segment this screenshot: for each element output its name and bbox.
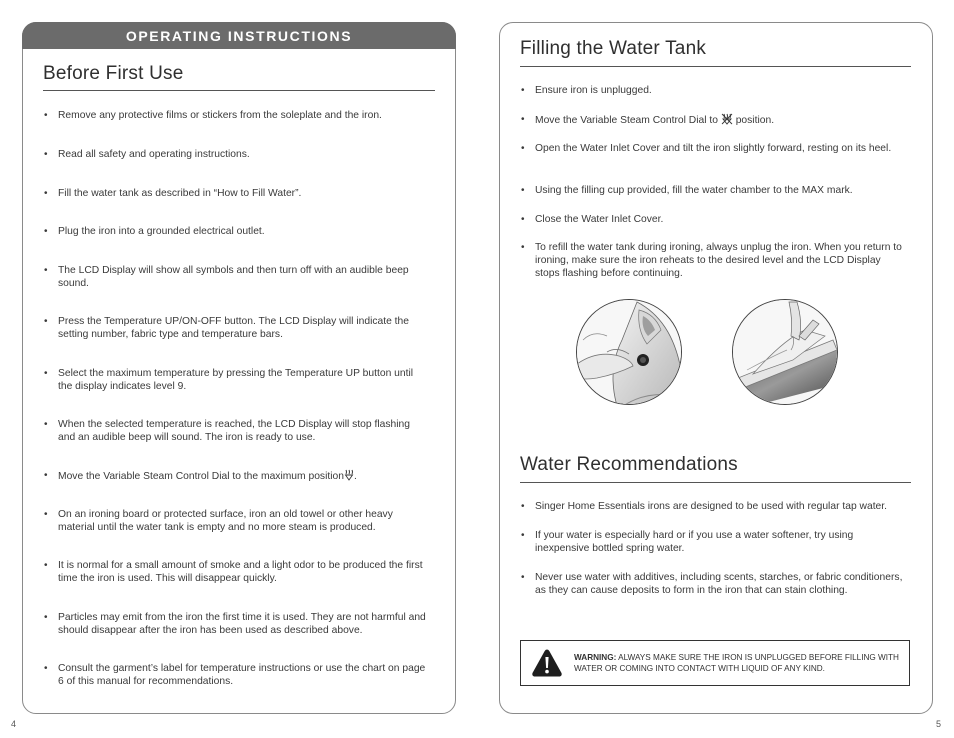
list-item: • Particles may emit from the iron the first time it is used. They are not harmful and should disappear after the iron has been used as described above. xyxy=(44,611,429,637)
list-item-suffix: position. xyxy=(735,115,775,126)
list-item-suffix: . xyxy=(353,471,357,482)
list-item: • Open the Water Inlet Cover and tilt the iron slightly forward, resting on its heel. xyxy=(521,142,896,155)
left-page xyxy=(22,22,456,714)
page-title-water-recommendations: Water Recommendations xyxy=(520,454,738,475)
list-item: • Remove any protective films or stickers from the soleplate and the iron. xyxy=(44,109,424,122)
list-item: • Select the maximum temperature by pressing the Temperature UP button until the display indicates level 9. xyxy=(44,367,414,393)
right-page xyxy=(499,22,933,714)
section-header: OPERATING INSTRUCTIONS xyxy=(22,22,456,49)
list-item: • When the selected temperature is reached, the LCD Display will stop flashing and an audible beep will sound. The iron is ready to use. xyxy=(44,418,429,444)
page-title-before-first-use: Before First Use xyxy=(43,63,184,84)
warning-text: ALWAYS MAKE SURE THE IRON IS UNPLUGGED BEFORE FILLING WITH WATER OR COMING INTO CONTACT WITH LIQUID OF ANY KIND. xyxy=(574,653,899,673)
page-number-right: 5 xyxy=(936,719,942,729)
list-item-text: Move the Variable Steam Control Dial to xyxy=(535,115,718,126)
title-rule xyxy=(520,66,911,67)
list-item: • Press the Temperature UP/ON-OFF button. The LCD Display will indicate the setting number, fabric type and temperature bars. xyxy=(44,315,424,341)
list-item: • Consult the garment’s label for temperature instructions or use the chart on page 6 of this manual for recommendations. xyxy=(44,662,429,688)
list-item: • Never use water with additives, including scents, starches, or fabric conditioners, as they can cause deposits to form in the iron that can stain clothing. xyxy=(521,571,906,597)
illustration-filling-cup xyxy=(732,299,838,405)
list-item: • Using the filling cup provided, fill the water chamber to the MAX mark. xyxy=(521,184,906,197)
list-item: • The LCD Display will show all symbols and then turn off with an audible beep sound. xyxy=(44,264,424,290)
list-item: • Singer Home Essentials irons are designed to be used with regular tap water. xyxy=(521,500,911,513)
list-item: • Fill the water tank as described in “How to Fill Water”. xyxy=(44,187,424,200)
list-item: • Plug the iron into a grounded electrical outlet. xyxy=(44,225,424,238)
steam-off-icon xyxy=(721,113,733,129)
steam-max-icon xyxy=(344,469,354,485)
page-number-left: 4 xyxy=(11,719,17,729)
list-item-text: Move the Variable Steam Control Dial to the maximum position xyxy=(58,471,344,482)
warning-exclamation-icon xyxy=(531,648,563,683)
illustration-open-inlet-cover xyxy=(576,299,682,405)
title-rule xyxy=(43,90,435,91)
list-item: • It is normal for a small amount of smoke and a light odor to be produced the first time the iron is used. This will disappear quickly. xyxy=(44,559,429,585)
list-item: • On an ironing board or protected surface, iron an old towel or other heavy material until the water tank is empty and no more steam is produced. xyxy=(44,508,416,534)
list-item: • Read all safety and operating instructions. xyxy=(44,148,424,161)
warning-label: WARNING: xyxy=(574,653,617,662)
list-item-max-steam xyxy=(44,469,429,485)
warning-box xyxy=(520,640,910,686)
list-item: • To refill the water tank during ironing, always unplug the iron. When you return to ironing, make sure the iron reheats to the desired level and the LCD Display stops flashing before continuing. xyxy=(521,241,906,280)
title-rule xyxy=(520,482,911,483)
page-title-filling-water-tank: Filling the Water Tank xyxy=(520,38,707,59)
list-item-steam-dial xyxy=(521,113,906,129)
warning-message xyxy=(574,652,904,674)
list-item: • If your water is especially hard or if you use a water softener, try using inexpensive bottled spring water. xyxy=(521,529,893,555)
list-item: • Close the Water Inlet Cover. xyxy=(521,213,906,226)
list-item: • Ensure iron is unplugged. xyxy=(521,84,906,97)
